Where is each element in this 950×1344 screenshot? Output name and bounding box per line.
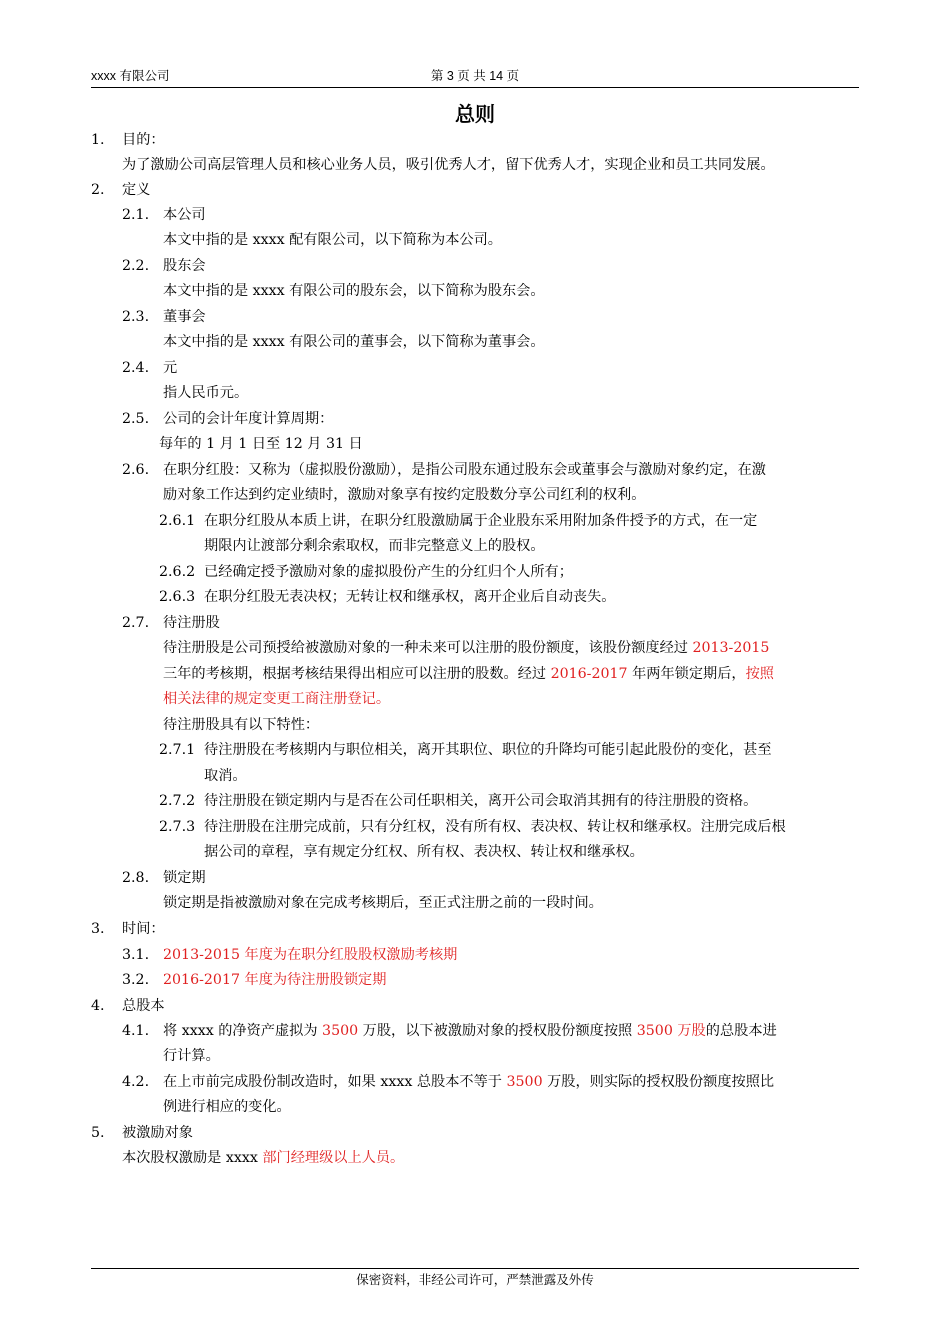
line-text: 指人民币元。 bbox=[163, 385, 249, 401]
page-footer: 保密资料，非经公司许可，严禁泄露及外传 bbox=[356, 1272, 594, 1287]
text-line bbox=[163, 1097, 291, 1117]
text-line bbox=[163, 638, 769, 658]
item-number: 4.2. bbox=[122, 1074, 150, 1090]
text-line bbox=[204, 511, 757, 531]
item-number: 5. bbox=[91, 1125, 105, 1141]
line-text: 例进行相应的变化。 bbox=[163, 1099, 291, 1115]
text-line bbox=[163, 460, 766, 480]
item-number: 2.7.1 bbox=[159, 742, 196, 758]
text-line bbox=[163, 970, 386, 990]
item-number: 2.6.2 bbox=[159, 564, 196, 580]
item-number: 2.3. bbox=[122, 309, 150, 325]
line-text: 在职分红股无表决权；无转让权和继承权，离开企业后自动丧失。 bbox=[204, 589, 616, 605]
line-text: 公司的会计年度计算周期： bbox=[163, 411, 334, 427]
text-line bbox=[163, 1046, 220, 1066]
line-text: 锁定期是指被激励对象在完成考核期后，至正式注册之前的一段时间。 bbox=[163, 895, 603, 911]
line-text: 在职分红股从本质上讲，在职分红股激励属于企业股东采用附加条件授予的方式，在一定 bbox=[204, 513, 758, 529]
header-page-info: 第 3 页 共 14 页 bbox=[430, 69, 520, 83]
line-text: 已经确定授予激励对象的虚拟股份产生的分红归个人所有； bbox=[204, 564, 573, 580]
item-number: 3.1. bbox=[122, 947, 150, 963]
text-line bbox=[163, 1021, 777, 1041]
text-line bbox=[163, 893, 603, 913]
item-number: 2. bbox=[91, 182, 105, 198]
line-text: 本文中指的是 xxxx 有限公司的股东会，以下简称为股东会。 bbox=[163, 283, 545, 299]
item-number: 2.7.3 bbox=[159, 819, 196, 835]
line-text: 在上市前完成股份制改造时，如果 xxxx 总股本不等于 bbox=[163, 1074, 507, 1090]
item-number: 2.7. bbox=[122, 615, 150, 631]
text-line bbox=[122, 1123, 193, 1143]
highlight-text: 2016-2017 bbox=[550, 666, 628, 682]
line-text: 的总股本进 bbox=[705, 1023, 777, 1039]
text-line bbox=[163, 230, 502, 250]
text-line bbox=[163, 383, 248, 403]
text-line bbox=[204, 766, 247, 786]
text-line bbox=[204, 791, 757, 811]
line-text: 待注册股在注册完成前，只有分红权，没有所有权、表决权、转让权和继承权。注册完成后根 bbox=[204, 819, 786, 835]
line-text: 待注册股 bbox=[163, 615, 220, 631]
line-text: 将 xxxx 的净资产虚拟为 bbox=[163, 1023, 323, 1039]
line-text: 行计算。 bbox=[163, 1048, 220, 1064]
text-line bbox=[163, 715, 319, 735]
item-number: 2.2. bbox=[122, 258, 150, 274]
item-number: 2.6.3 bbox=[159, 589, 196, 605]
page-header bbox=[91, 66, 859, 86]
header-company: xxxx 有限公司 bbox=[91, 69, 170, 83]
line-text: 本公司 bbox=[163, 207, 206, 223]
text-line bbox=[163, 1072, 774, 1092]
text-line bbox=[122, 996, 165, 1016]
text-line bbox=[163, 307, 206, 327]
text-line bbox=[122, 130, 165, 150]
line-text: 被激励对象 bbox=[122, 1125, 193, 1141]
text-line bbox=[204, 536, 545, 556]
text-line bbox=[204, 817, 786, 837]
text-line bbox=[163, 332, 545, 352]
item-number: 2.6.1 bbox=[159, 513, 196, 529]
text-line bbox=[159, 434, 363, 454]
line-text: 总股本 bbox=[122, 998, 165, 1014]
highlight-text: 按照 bbox=[745, 666, 774, 682]
text-line bbox=[204, 562, 573, 582]
text-line bbox=[163, 358, 177, 378]
item-number: 3.2. bbox=[122, 972, 150, 988]
line-text: 本文中指的是 xxxx 有限公司的董事会，以下简称为董事会。 bbox=[163, 334, 545, 350]
text-line bbox=[122, 919, 165, 939]
text-line bbox=[163, 409, 333, 429]
text-line bbox=[163, 689, 390, 709]
line-text: 本文中指的是 xxxx 配有限公司，以下简称为本公司。 bbox=[163, 232, 502, 248]
line-text: 待注册股是公司预授给被激励对象的一种未来可以注册的股份额度，该股份额度经过 bbox=[163, 640, 693, 656]
text-line bbox=[163, 485, 645, 505]
line-text: 在职分红股：又称为（虚拟股份激励），是指公司股东通过股东会或董事会与激励对象约定，在激 bbox=[163, 462, 766, 478]
line-text: 待注册股具有以下特性： bbox=[163, 717, 320, 733]
page-title: 总则 bbox=[455, 104, 495, 126]
line-text: 时间： bbox=[122, 921, 165, 937]
line-text: 股东会 bbox=[163, 258, 206, 274]
item-number: 1. bbox=[91, 132, 105, 148]
line-text: 本次股权激励是 xxxx bbox=[122, 1150, 263, 1166]
item-number: 2.8. bbox=[122, 870, 150, 886]
line-text: 董事会 bbox=[163, 309, 206, 325]
highlight-text: 部门经理级以上人员。 bbox=[262, 1150, 405, 1166]
highlight-text: 2016-2017 年度为待注册股锁定期 bbox=[163, 972, 387, 988]
line-text: 锁定期 bbox=[163, 870, 206, 886]
highlight-text: 2013-2015 bbox=[692, 640, 770, 656]
line-text: 待注册股在锁定期内与是否在公司任职相关，离开公司会取消其拥有的待注册股的资格。 bbox=[204, 793, 758, 809]
text-line bbox=[204, 587, 615, 607]
line-text: 三年的考核期，根据考核结果得出相应可以注册的股数。经过 bbox=[163, 666, 551, 682]
item-number: 4. bbox=[91, 998, 105, 1014]
line-text: 为了激励公司高层管理人员和核心业务人员，吸引优秀人才，留下优秀人才，实现企业和员工共同发展。 bbox=[122, 157, 775, 173]
text-line bbox=[163, 613, 220, 633]
highlight-text: 3500 bbox=[322, 1023, 359, 1039]
text-line bbox=[163, 868, 206, 888]
line-text: 取消。 bbox=[204, 768, 247, 784]
header-divider bbox=[91, 87, 859, 88]
line-text: 万股，则实际的授权股份额度按照比 bbox=[542, 1074, 775, 1090]
highlight-text: 相关法律的规定变更工商注册登记。 bbox=[163, 691, 391, 707]
text-line bbox=[204, 740, 772, 760]
item-number: 4.1. bbox=[122, 1023, 150, 1039]
text-line bbox=[163, 664, 774, 684]
line-text: 励对象工作达到约定业绩时，激励对象享有按约定股数分享公司红利的权利。 bbox=[163, 487, 646, 503]
text-line bbox=[122, 1148, 404, 1168]
line-text: 元 bbox=[163, 360, 178, 376]
line-text: 目的： bbox=[122, 132, 165, 148]
text-line bbox=[122, 180, 150, 200]
item-number: 2.7.2 bbox=[159, 793, 196, 809]
line-text: 待注册股在考核期内与职位相关，离开其职位、职位的升降均可能引起此股份的变化，甚至 bbox=[204, 742, 772, 758]
item-number: 2.1. bbox=[122, 207, 150, 223]
text-line bbox=[122, 155, 775, 175]
text-line bbox=[163, 256, 206, 276]
item-number: 3. bbox=[91, 921, 105, 937]
item-number: 2.6. bbox=[122, 462, 150, 478]
highlight-text: 3500 万股 bbox=[636, 1023, 706, 1039]
line-text: 年两年锁定期后， bbox=[627, 666, 746, 682]
highlight-text: 2013-2015 年度为在职分红股股权激励考核期 bbox=[163, 947, 458, 963]
footer-divider bbox=[91, 1268, 859, 1269]
line-text: 期限内让渡部分剩余索取权，而非完整意义上的股权。 bbox=[204, 538, 545, 554]
item-number: 2.5. bbox=[122, 411, 150, 427]
line-text: 据公司的章程，享有规定分红权、所有权、表决权、转让权和继承权。 bbox=[204, 844, 644, 860]
line-text: 每年的 1 月 1 日至 12 月 31 日 bbox=[159, 436, 363, 452]
text-line bbox=[163, 281, 545, 301]
text-line bbox=[204, 842, 644, 862]
text-line bbox=[163, 945, 457, 965]
text-line bbox=[163, 205, 206, 225]
line-text: 定义 bbox=[122, 182, 151, 198]
highlight-text: 3500 bbox=[506, 1074, 543, 1090]
item-number: 2.4. bbox=[122, 360, 150, 376]
line-text: 万股，以下被激励对象的授权股份额度按照 bbox=[358, 1023, 637, 1039]
